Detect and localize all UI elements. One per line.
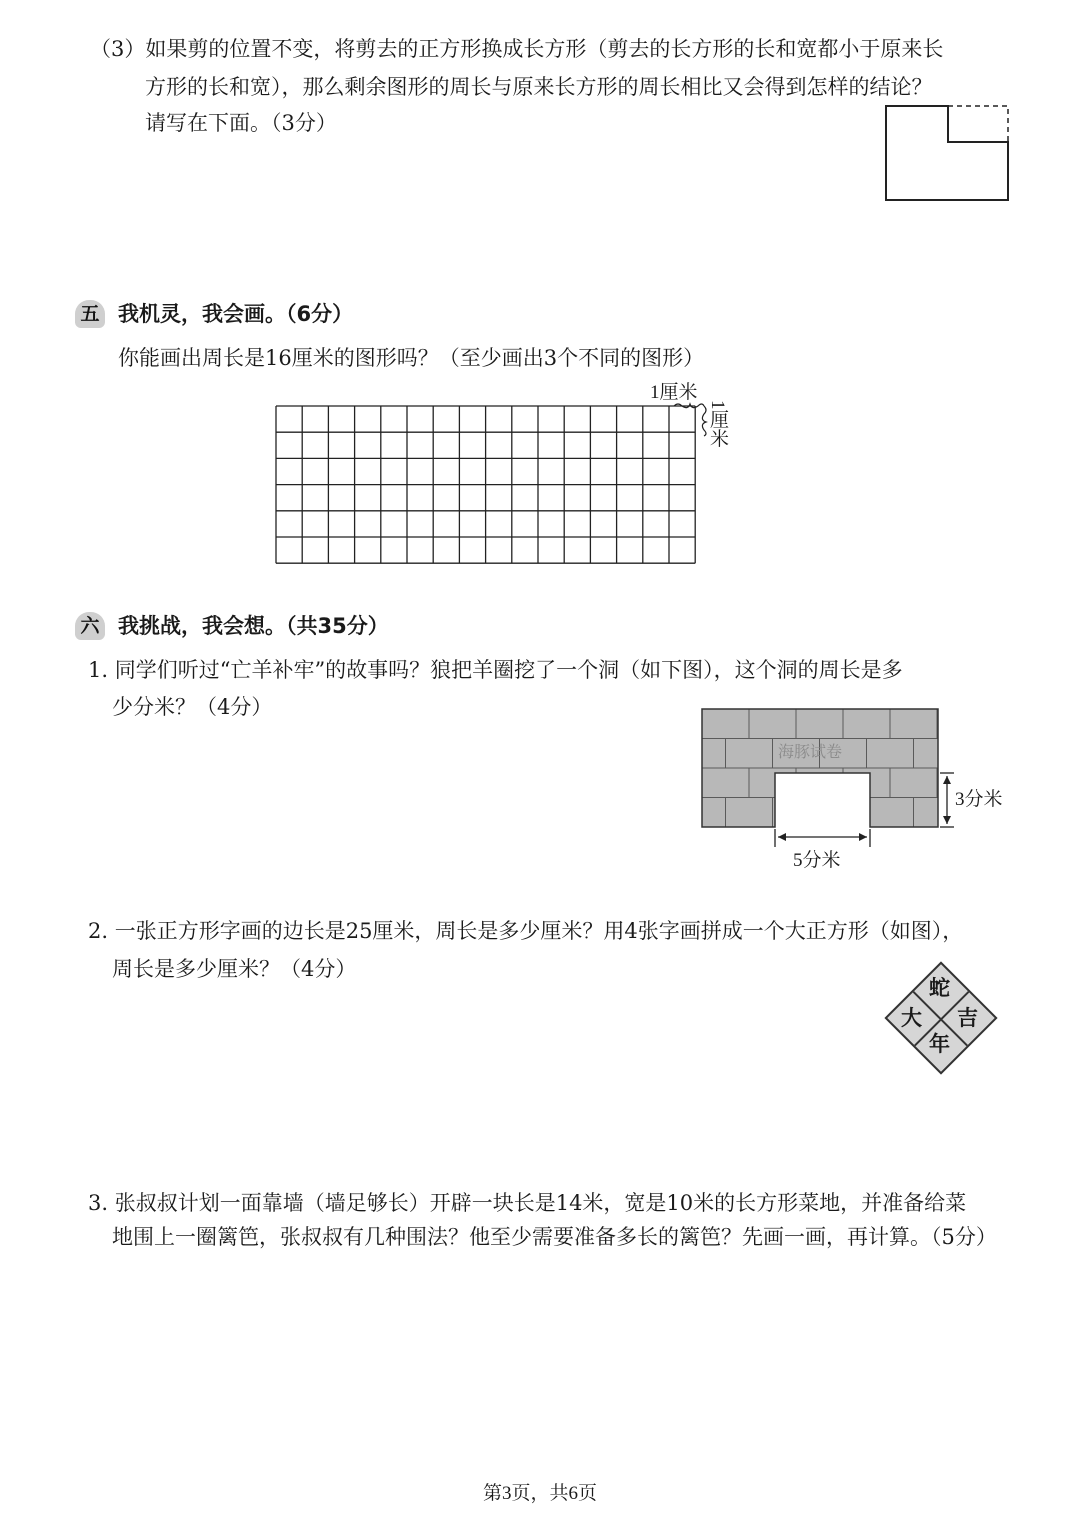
unit-label-vertical: 1厘米: [707, 400, 728, 448]
watermark: 海豚试卷: [778, 742, 843, 761]
q2-line1: 2. 一张正方形字画的边长是25厘米，周长是多少厘米？用4张字画拼成一个大正方形（如图），: [88, 919, 964, 943]
brick: [961, 739, 1008, 769]
page-footer: 第3页，共6页: [482, 1483, 597, 1504]
q1-line2: 少分米？（4分）: [112, 695, 273, 719]
cut-rectangle-figure: [880, 100, 1015, 205]
brick: [984, 709, 1020, 739]
section5-title: 我机灵，我会画。（6分）: [118, 302, 354, 326]
brick: [890, 768, 937, 798]
brick: [700, 798, 726, 828]
brick: [726, 739, 773, 769]
q3-line2: 方形的长和宽），那么剩余图形的周长与原来长方形的周长相比又会得到怎样的结论？: [145, 75, 933, 99]
q3-line1: （3）如果剪的位置不变，将剪去的正方形换成长方形（剪去的长方形的长和宽都小于原来长: [90, 37, 944, 61]
unit-label-horizontal: 1厘米: [650, 382, 698, 403]
section6-badge: 六: [75, 612, 105, 640]
brick: [702, 768, 749, 798]
brick: [820, 798, 867, 828]
brick: [773, 798, 820, 828]
char-bottom: 年: [929, 1032, 950, 1056]
brick: [749, 709, 796, 739]
q2-line2: 周长是多少厘米？（4分）: [112, 957, 357, 981]
brick: [890, 709, 937, 739]
calligraphy-square-figure: [885, 962, 997, 1074]
brick: [914, 798, 961, 828]
q3b-line1: 3. 张叔叔计划一面靠墙（墙足够长）开辟一块长是14米，宽是10米的长方形菜地，并准备给菜: [88, 1191, 967, 1215]
brick: [867, 798, 914, 828]
brick: [843, 709, 890, 739]
brick: [796, 709, 843, 739]
q3b-line2: 地围上一圈篱笆，张叔叔有几种围法？他至少需要准备多长的篱笆？先画一画，再计算。（5分）: [112, 1225, 997, 1249]
section5-prompt: 你能画出周长是16厘米的图形吗？（至少画出3个不同的图形）: [118, 346, 705, 370]
char-left: 大: [901, 1006, 922, 1030]
brick: [867, 739, 914, 769]
brick: [914, 739, 961, 769]
q1-line1: 1. 同学们听过“亡羊补牢”的故事吗？狼把羊圈挖了一个洞（如下图），这个洞的周长是多: [88, 658, 903, 682]
hole-height-label: 3分米: [955, 789, 1003, 810]
brick: [726, 798, 773, 828]
char-right: 吉: [957, 1006, 978, 1030]
section6-title: 我挑战，我会想。（共35分）: [118, 614, 389, 638]
section5-badge: 五: [75, 300, 105, 328]
char-top: 蛇: [929, 976, 950, 1000]
drawing-grid[interactable]: [270, 400, 710, 575]
brick: [937, 709, 984, 739]
brick: [700, 739, 726, 769]
q3-line3: 请写在下面。（3分）: [145, 111, 337, 135]
hole-width-label: 5分米: [793, 850, 841, 871]
brick: [702, 709, 749, 739]
